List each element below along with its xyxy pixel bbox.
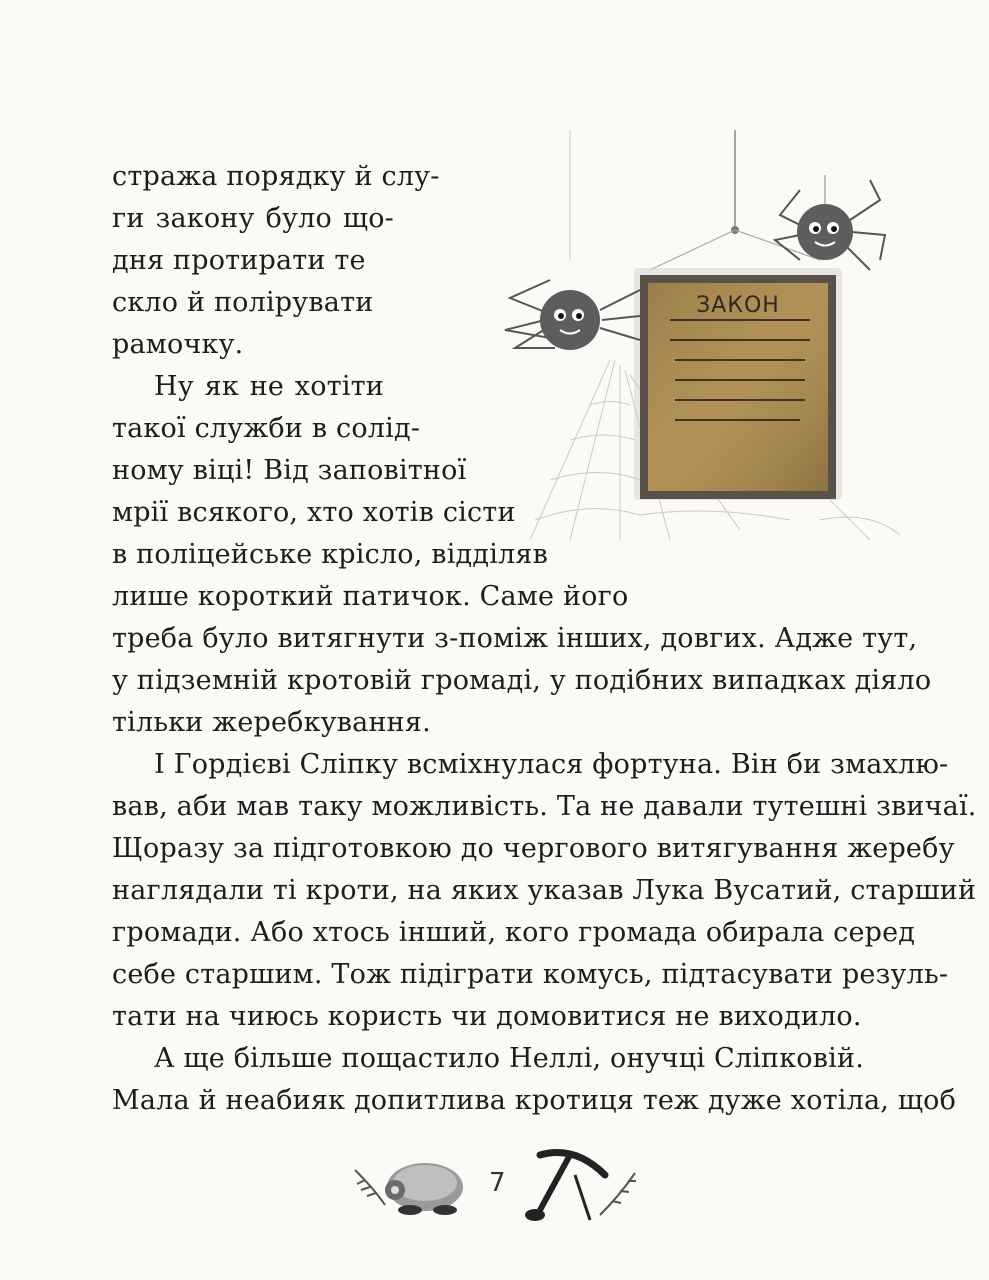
text-line: тільки жеребкування. (112, 707, 431, 738)
spider-left-icon (505, 280, 640, 350)
text-line: А ще більше пощастило Неллі, онучці Сліпковій. (154, 1043, 864, 1074)
text-line: дня протирати те (112, 245, 366, 276)
text-line: Щоразу за підготовкою до чергового витягування жеребу (112, 833, 955, 864)
text-line: в поліцейське крісло, відділяв (112, 539, 549, 570)
text-line: лише короткий патичок. Саме його (112, 581, 629, 612)
text-line: тати на чиюсь користь чи домовитися не виходило. (112, 1001, 862, 1032)
text-line: скло й полірувати (112, 287, 374, 318)
text-line: ному віці! Від заповітної (112, 455, 467, 486)
text-line: мрії всякого, хто хотів сісти (112, 497, 516, 528)
hanging-thread (650, 130, 820, 270)
beetle-icon (385, 1163, 463, 1215)
left-sprig-icon (355, 1170, 385, 1205)
text-line: наглядали ті кроти, на яких указав Лука Вусатий, старший (112, 875, 977, 906)
text-line: стража порядку й слу- (112, 161, 440, 192)
right-sprig-icon (600, 1173, 636, 1215)
text-line: такої служби в солід- (112, 413, 421, 444)
text-line: себе старшим. Тож підіграти комусь, підтасувати резуль- (112, 959, 949, 990)
law-sign (634, 268, 842, 500)
text-line: І Гордієві Сліпку всміхнулася фортуна. Він би змахлю- (154, 749, 949, 780)
text-line: вав, аби мав таку можливість. Та не давали тутешні звичаї. (112, 791, 977, 822)
law-sign-illustration (490, 120, 910, 560)
text-line: треба було витягнути з-поміж інших, довгих. Адже тут, (112, 623, 918, 654)
text-line: громади. Або хтось інший, кого громада обирала серед (112, 917, 916, 948)
text-line: Ну як не хотіти (154, 371, 384, 402)
text-line: Мала й неабияк допитлива кротиця теж дуже хотіла, щоб (112, 1085, 957, 1116)
pickaxe-icon (525, 1153, 605, 1222)
text-line: рамочку. (112, 329, 244, 360)
text-line: у підземній кротовій громаді, у подібних випадках діяло (112, 665, 932, 696)
text-line: ги закону було що- (112, 203, 394, 234)
sign-title: ЗАКОН (696, 293, 780, 318)
page-number: 7 (489, 1168, 506, 1198)
spider-right-icon (775, 175, 885, 270)
